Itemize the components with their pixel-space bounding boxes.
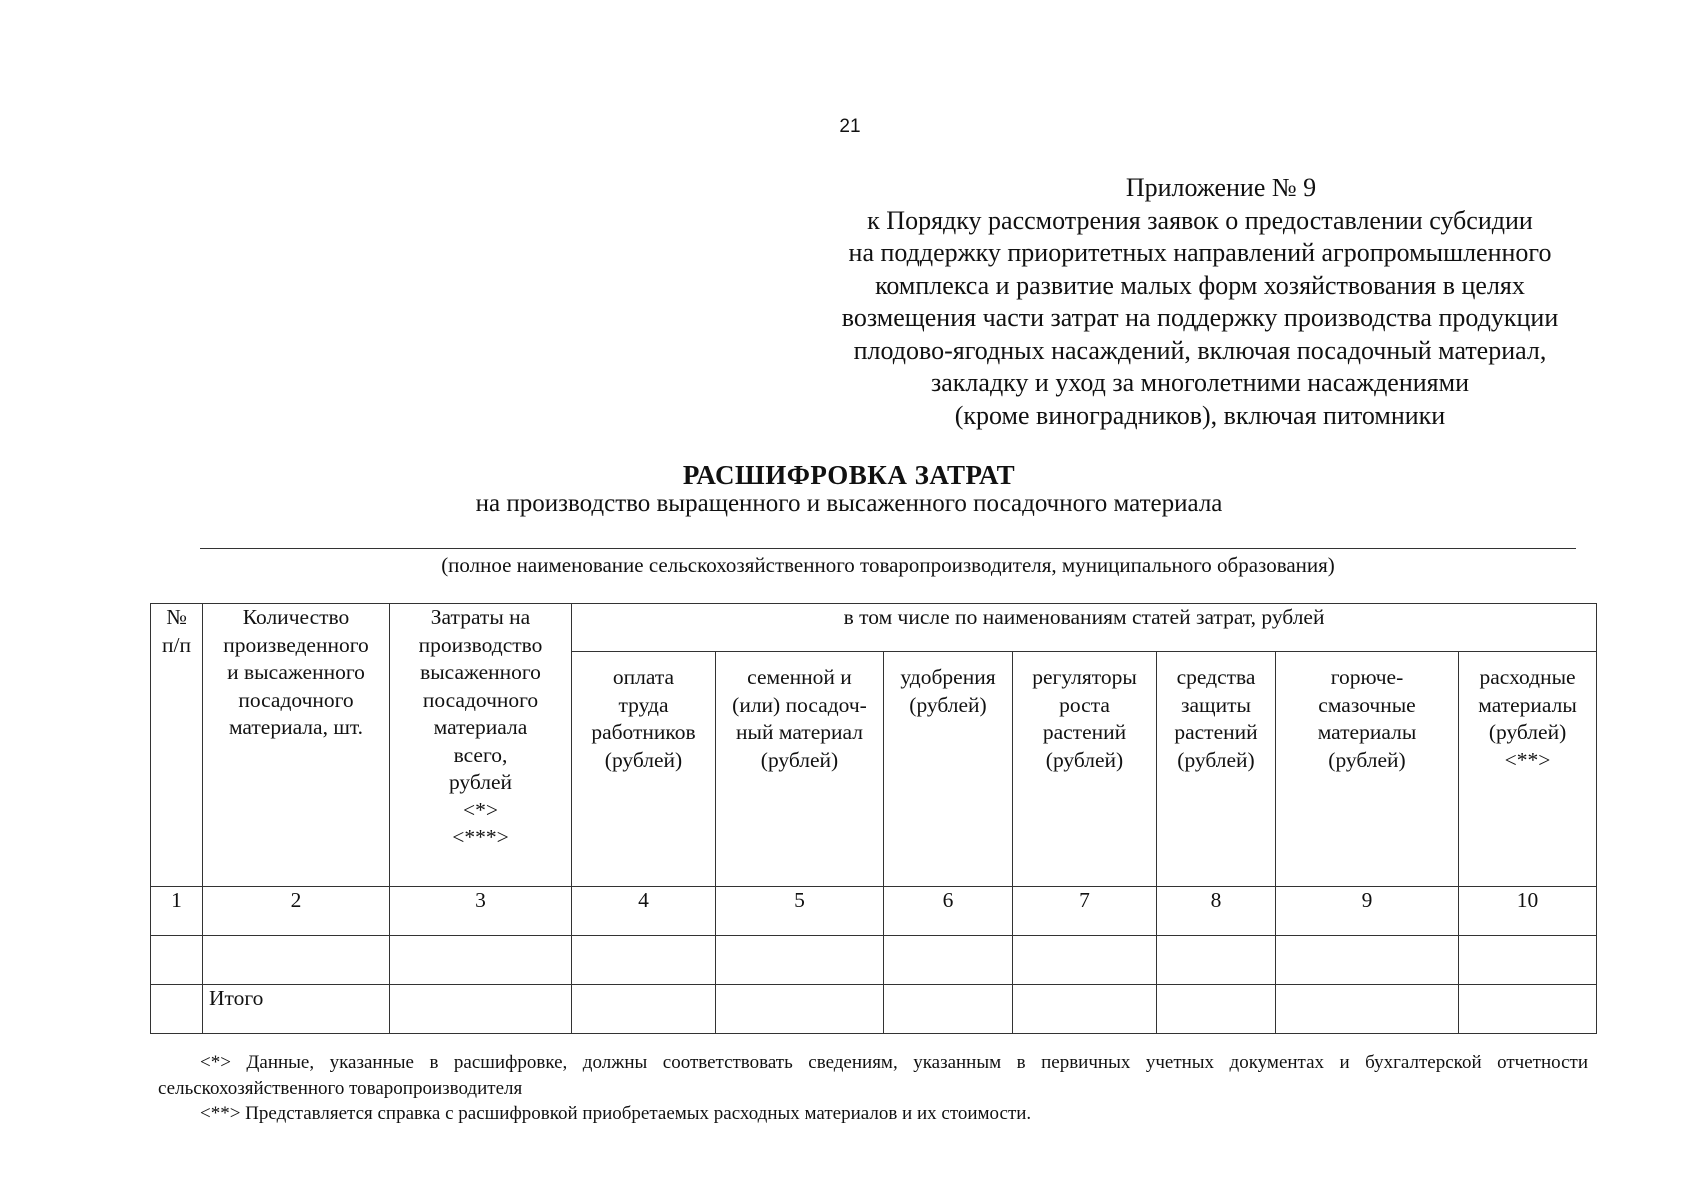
page-number: 21 bbox=[839, 116, 861, 137]
document-title: РАСШИФРОВКА ЗАТРАТ bbox=[682, 460, 1016, 490]
appendix-line: закладку и уход за многолетними насаждениями bbox=[930, 368, 1469, 397]
table-cell[interactable] bbox=[884, 936, 1013, 985]
cost-breakdown-table bbox=[150, 603, 1597, 1034]
header-fuel-lubricants: горюче- смазочные материалы (рублей) bbox=[1276, 652, 1459, 887]
column-number: 6 bbox=[884, 887, 1013, 936]
footnotes bbox=[158, 1050, 1588, 1127]
header-labor: оплата труда работников (рублей) bbox=[572, 652, 716, 887]
column-number: 9 bbox=[1276, 887, 1459, 936]
document-subtitle: на производство выращенного и высаженного посадочного материала bbox=[475, 490, 1223, 517]
appendix-line: комплекса и развитие малых форм хозяйствования в целях bbox=[875, 270, 1525, 300]
footnote-2: <**> Представляется справка с расшифровкой приобретаемых расходных материалов и их стоимости. bbox=[200, 1103, 1032, 1124]
total-label: Итого bbox=[203, 985, 390, 1034]
header-cost-items-group: в том числе по наименованиям статей затрат, рублей bbox=[572, 604, 1597, 652]
column-number: 10 bbox=[1459, 887, 1597, 936]
column-number: 2 bbox=[203, 887, 390, 936]
table-cell[interactable] bbox=[572, 936, 716, 985]
table-cell[interactable] bbox=[1157, 985, 1276, 1034]
table-cell[interactable] bbox=[1459, 936, 1597, 985]
table-cell[interactable] bbox=[390, 936, 572, 985]
header-seed-material: семенной и (или) посадоч- ный материал (рублей) bbox=[716, 652, 884, 887]
table-cell[interactable] bbox=[151, 936, 203, 985]
header-growth-regulators: регуляторы роста растений (рублей) bbox=[1013, 652, 1157, 887]
table-cell[interactable] bbox=[716, 936, 884, 985]
header-plant-protection: средства защиты растений (рублей) bbox=[1157, 652, 1276, 887]
table-cell[interactable] bbox=[390, 985, 572, 1034]
appendix-header bbox=[770, 172, 1630, 432]
column-number: 1 bbox=[151, 887, 203, 936]
appendix-line: к Порядку рассмотрения заявок о предоставлении субсидии bbox=[867, 205, 1533, 235]
column-number: 5 bbox=[716, 887, 884, 936]
table-cell[interactable] bbox=[151, 985, 203, 1034]
table-row bbox=[151, 936, 1597, 985]
column-number: 7 bbox=[1013, 887, 1157, 936]
appendix-line: возмещения части затрат на поддержку производства продукции bbox=[841, 303, 1559, 332]
column-number-row bbox=[151, 887, 1597, 936]
appendix-line: плодово-ягодных насаждений, включая посадочный материал, bbox=[853, 335, 1547, 365]
header-row-number: № п/п bbox=[151, 604, 203, 887]
header-fertilizers: удобрения (рублей) bbox=[884, 652, 1013, 887]
header-quantity: Количество произведенного и высаженного посадочного материала, шт. bbox=[203, 604, 390, 887]
table-cell[interactable] bbox=[1013, 936, 1157, 985]
appendix-line: (кроме виноградников), включая питомники bbox=[954, 400, 1446, 430]
column-number: 8 bbox=[1157, 887, 1276, 936]
table-cell[interactable] bbox=[716, 985, 884, 1034]
table-cell[interactable] bbox=[1459, 985, 1597, 1034]
appendix-line: на поддержку приоритетных направлений агропромышленного bbox=[848, 238, 1552, 267]
table-cell[interactable] bbox=[1013, 985, 1157, 1034]
fill-in-caption: (полное наименование сельскохозяйственного товаропроизводителя, муниципального образования) bbox=[441, 553, 1335, 577]
appendix-line: Приложение № 9 bbox=[1125, 173, 1317, 202]
table-cell[interactable] bbox=[884, 985, 1013, 1034]
header-consumables: расходные материалы (рублей) <**> bbox=[1459, 652, 1597, 887]
header-total-costs: Затраты на производство высаженного посадочного материала всего, рублей <*> <***> bbox=[390, 604, 572, 887]
table-cell[interactable] bbox=[1276, 985, 1459, 1034]
fill-in-line[interactable] bbox=[200, 548, 1576, 549]
total-row bbox=[151, 985, 1597, 1034]
table-cell[interactable] bbox=[1157, 936, 1276, 985]
table-cell[interactable] bbox=[203, 936, 390, 985]
table-header-row bbox=[151, 604, 1597, 652]
table-cell[interactable] bbox=[572, 985, 716, 1034]
table-cell[interactable] bbox=[1276, 936, 1459, 985]
column-number: 3 bbox=[390, 887, 572, 936]
footnote-1: <*> Данные, указанные в расшифровке, должны соответствовать сведениям, указанным в первичных учетных документах и бухгалтерской отчетности сельскохозяйственного товаропроизводителя bbox=[158, 1052, 1588, 1099]
column-number: 4 bbox=[572, 887, 716, 936]
